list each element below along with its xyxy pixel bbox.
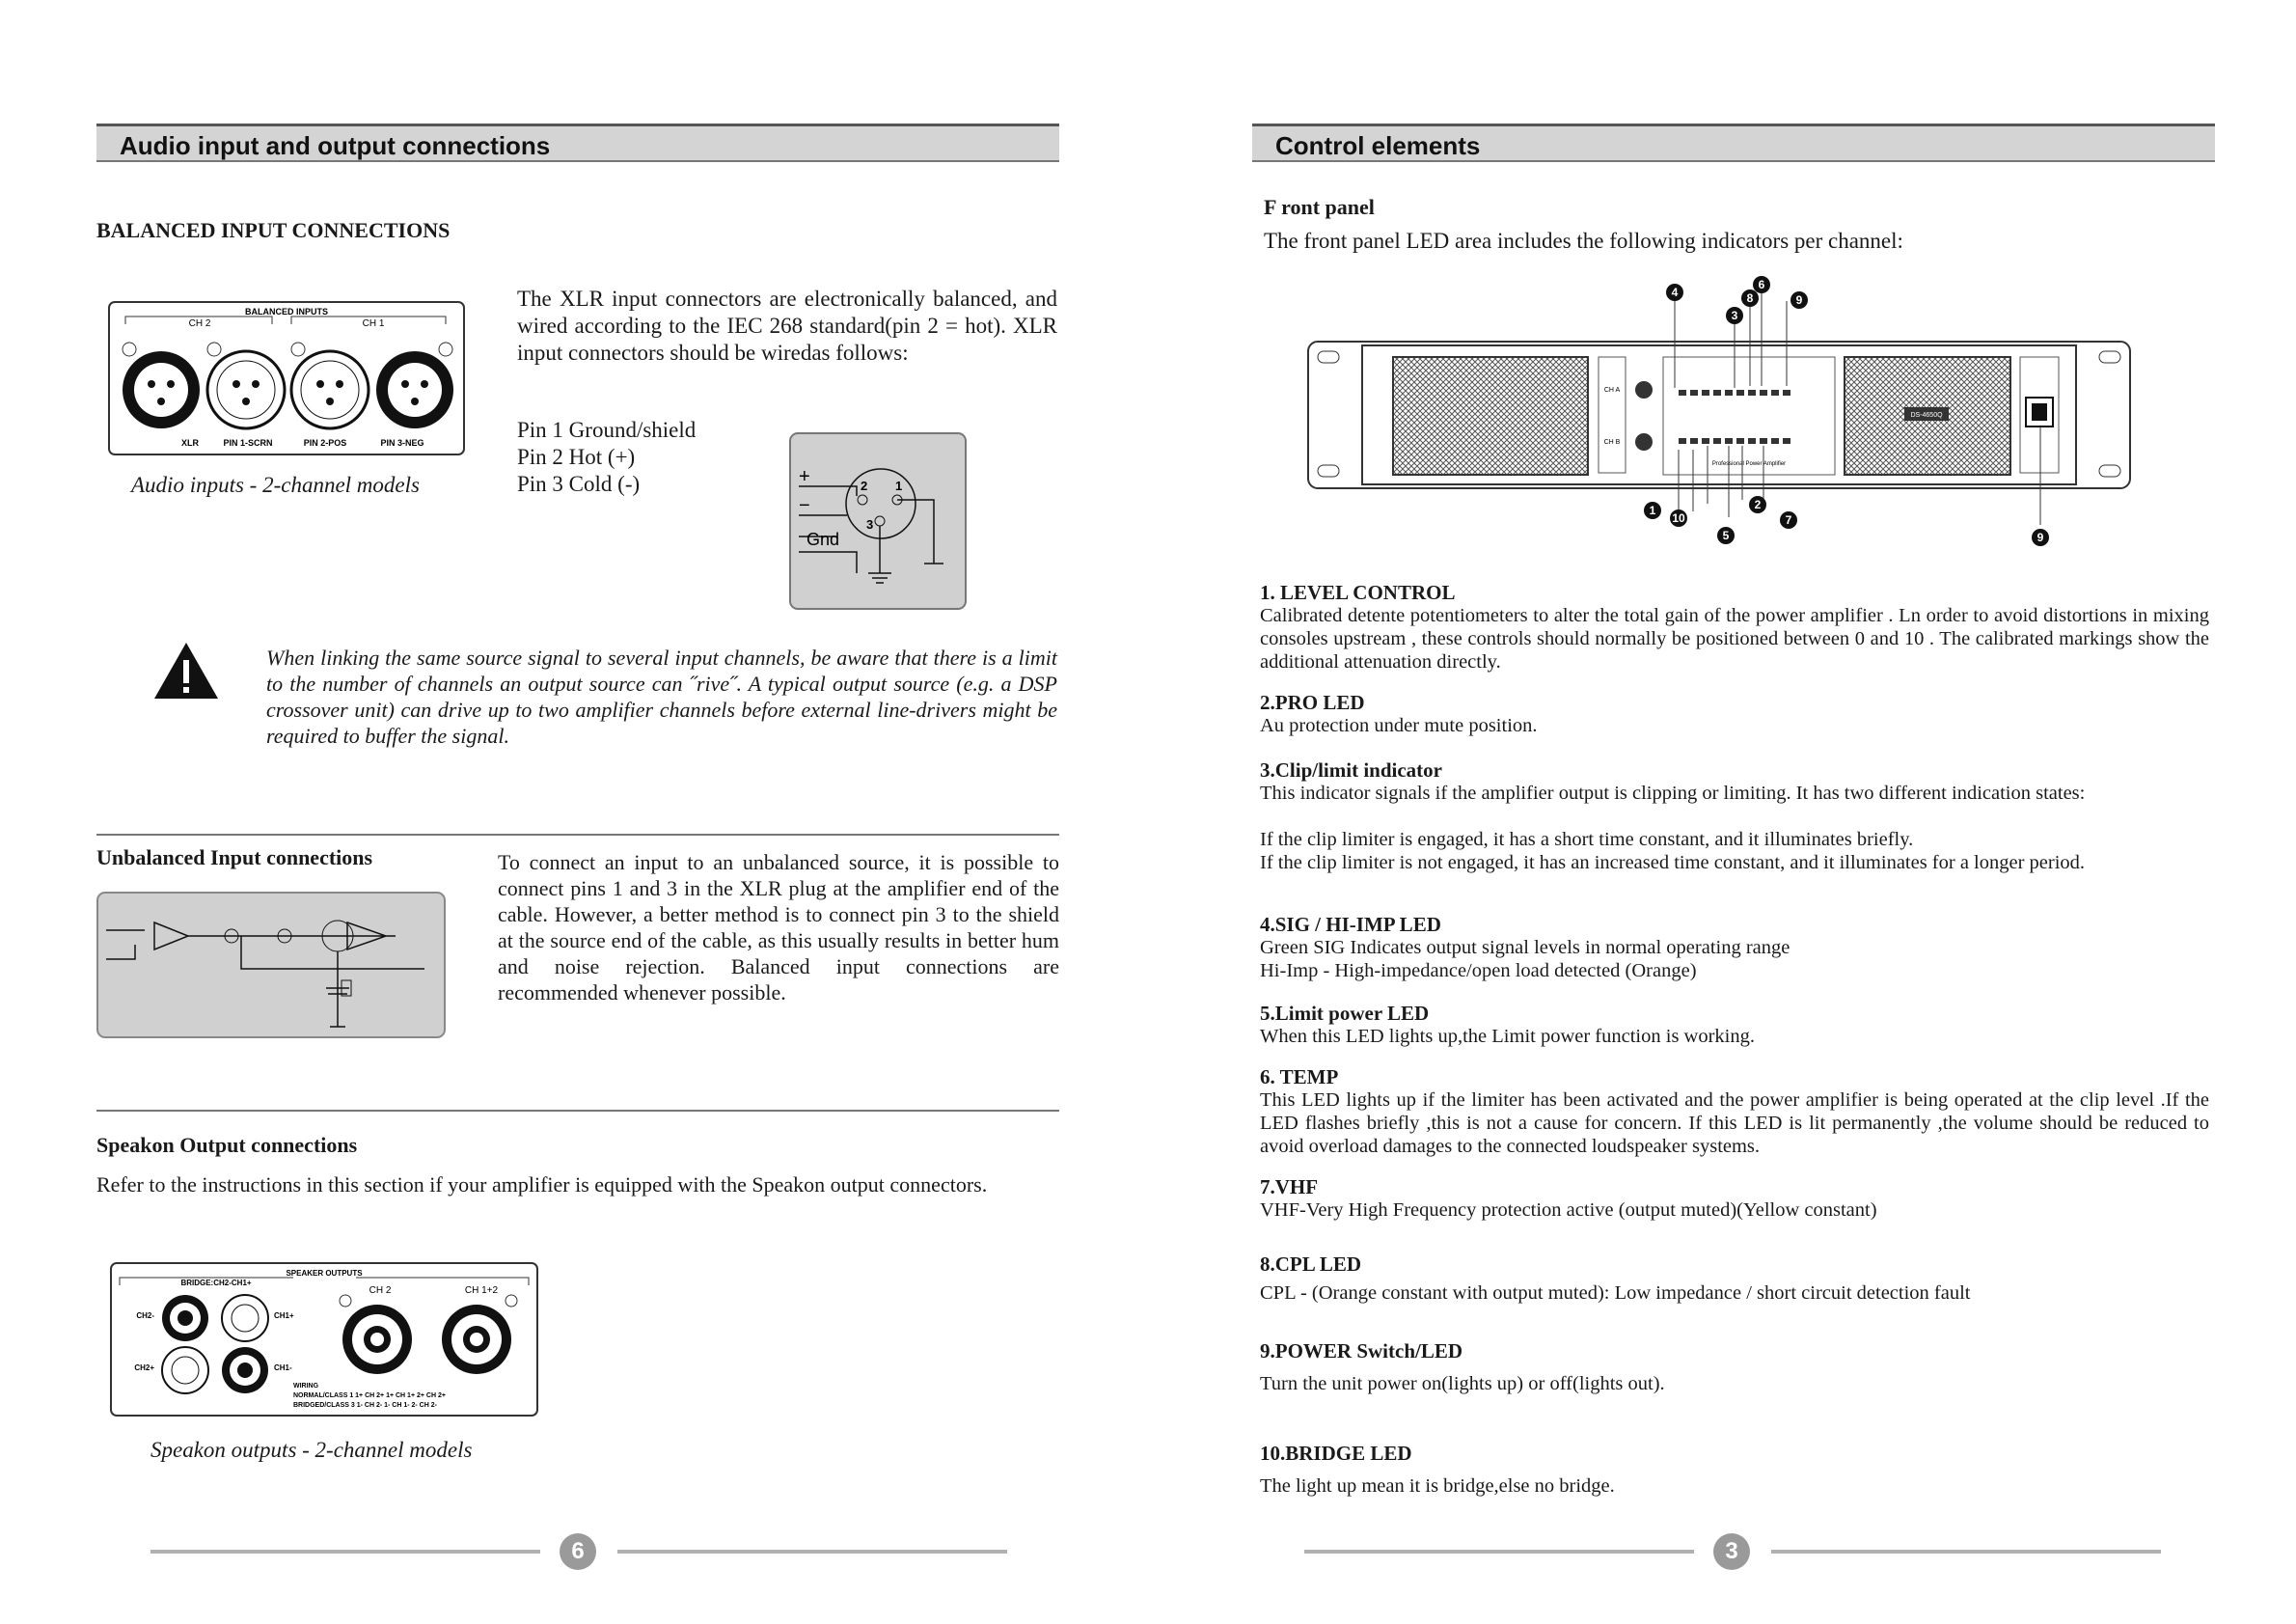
pin-3: Pin 3 Cold (-) [517, 472, 641, 496]
speakon-text: Refer to the instructions in this section if your amplifier is equipped with the Speakon output connectors. [96, 1172, 988, 1197]
item-4-title: 4.SIG / HI-IMP LED [1260, 913, 1441, 936]
speakon-title: Speakon Output connections [96, 1133, 358, 1157]
panel-title: BALANCED INPUTS [244, 307, 329, 317]
page-number-left: 6 [560, 1533, 596, 1570]
svg-text:CH 1+2: CH 1+2 [464, 1285, 499, 1296]
item-10-title: 10.BRIDGE LED [1260, 1442, 1412, 1465]
svg-text:CH B: CH B [1603, 439, 1621, 446]
item-7-text: VHF-Very High Frequency protection active (output muted)(Yellow constant) [1260, 1199, 1877, 1221]
pin-list [517, 417, 696, 498]
svg-text:CH2-: CH2- [136, 1311, 154, 1320]
svg-text:2: 2 [861, 479, 868, 493]
xlr-wiring-diagram [789, 432, 967, 610]
divider-2 [96, 1110, 1059, 1112]
page-rule-right-a [1304, 1550, 1694, 1554]
svg-text:PIN 2-POS: PIN 2-POS [303, 438, 347, 448]
callout-10: 10 [1670, 509, 1687, 527]
svg-text:1: 1 [895, 479, 903, 493]
front-panel-diagram [1304, 272, 2134, 558]
svg-text:Gnd: Gnd [806, 530, 840, 549]
unbalanced-title: Unbalanced Input connections [96, 845, 373, 869]
warning-text: When linking the same source signal to several input channels, be aware that there is a limit to the number of channels an output source can ˝rive˝. A typical output source (e.g. a DSP crossover unit) can drive up to two amplifier channels before external line-drivers might be required to buffer the signal. [266, 646, 1057, 748]
svg-text:BRIDGED/CLASS 3 1- CH 2- 1-: BRIDGED/CLASS 3 1- CH 2- 1- CH 1- 2- CH 2- [293, 1402, 437, 1409]
divider-1 [96, 834, 1059, 836]
callout-7: 7 [1780, 511, 1797, 529]
callout-8: 8 [1741, 289, 1759, 307]
svg-text:Professional Power Amplifier: Professional Power Amplifier [1711, 461, 1787, 467]
item-9-title: 9.POWER Switch/LED [1260, 1339, 1463, 1363]
callout-9-bottom: 9 [2032, 529, 2049, 546]
item-1-text: Calibrated detente potentiometers to alter the total gain of the power amplifier . Ln order to avoid distortions in mixing consoles upstream , these controls should normally be positioned between 0 and 10 . The calibrated markings show the additional attenuation directly. [1260, 605, 2209, 673]
item-6-text: This LED lights up if the limiter has been activated and the power amplifier is being operated at the clip level .If the LED flashes briefly ,this is not a cause for concern. If this LED is lit permanently ,the volume should be reduced to avoid overload damages to the connected loudspeaker systems. [1260, 1089, 2209, 1157]
item-2-title: 2.PRO LED [1260, 691, 1365, 714]
warning-triangle-icon [152, 641, 220, 701]
item-9-text: Turn the unit power on(lights up) or off(lights out). [1260, 1373, 1665, 1394]
callout-4: 4 [1666, 284, 1683, 301]
right-section-header: Control elements [1252, 124, 2215, 162]
item-1-title: 1. LEVEL CONTROL [1260, 581, 1456, 604]
svg-text:CH1-: CH1- [274, 1363, 292, 1372]
balanced-description: The XLR input connectors are electronically balanced, and wired according to the IEC 268 standard(pin 2 = hot). XLR input connectors should be wiredas follows: [517, 287, 1057, 365]
item-3-text-3: If the clip limiter is not engaged, it has an increased time constant, and it illuminates for a longer period. [1260, 852, 2086, 873]
callout-1: 1 [1644, 502, 1661, 519]
svg-text:NORMAL/CLASS 1 1+ CH 2+ 1+ C: NORMAL/CLASS 1 1+ CH 2+ 1+ CH 1+ 2+ CH 2+ [293, 1392, 446, 1399]
callout-5: 5 [1717, 527, 1735, 544]
page-rule-right-b [1771, 1550, 2161, 1554]
left-section-header: Audio input and output connections [96, 124, 1059, 162]
svg-text:CH 2: CH 2 [188, 318, 211, 329]
pin-2: Pin 2 Hot (+) [517, 445, 636, 469]
item-3-title: 3.Clip/limit indicator [1260, 758, 1442, 782]
callout-3: 3 [1726, 307, 1743, 324]
item-3-text-2: If the clip limiter is engaged, it has a short time constant, and it illuminates briefly. [1260, 829, 1914, 850]
item-6-title: 6. TEMP [1260, 1065, 1339, 1088]
front-panel-title: F ront panel [1264, 195, 1375, 219]
svg-text:PIN 3-NEG: PIN 3-NEG [380, 438, 424, 448]
unbalanced-diagram [96, 892, 446, 1038]
svg-text:+: + [799, 466, 810, 487]
item-4-text-2: Hi-Imp - High-impedance/open load detected (Orange) [1260, 960, 1697, 981]
balanced-inputs-panel [108, 301, 465, 455]
page-rule-left-a [150, 1550, 540, 1554]
item-2-text: Au protection under mute position. [1260, 715, 1538, 736]
svg-text:CH 2: CH 2 [369, 1285, 392, 1296]
svg-text:CH 1: CH 1 [362, 318, 385, 329]
item-8-text: CPL - (Orange constant with output muted): Low impedance / short circuit detection fault [1260, 1282, 1971, 1304]
svg-text:SPEAKER OUTPUTS: SPEAKER OUTPUTS [286, 1269, 363, 1278]
page-rule-left-b [617, 1550, 1007, 1554]
svg-text:CH2+: CH2+ [134, 1363, 154, 1372]
svg-text:DS-4650Q: DS-4650Q [1910, 412, 1943, 419]
svg-text:−: − [799, 495, 810, 516]
svg-text:BRIDGE:CH2-CH1+: BRIDGE:CH2-CH1+ [180, 1279, 252, 1287]
svg-text:XLR: XLR [181, 438, 199, 448]
item-3-text: This indicator signals if the amplifier output is clipping or limiting. It has two different indication states: [1260, 783, 2086, 804]
front-panel-intro: The front panel LED area includes the following indicators per channel: [1264, 229, 1903, 253]
item-10-text: The light up mean it is bridge,else no bridge. [1260, 1475, 1615, 1497]
svg-text:WIRING: WIRING [293, 1383, 319, 1390]
callout-6: 6 [1753, 276, 1770, 293]
item-5-title: 5.Limit power LED [1260, 1002, 1430, 1025]
balanced-title: BALANCED INPUT CONNECTIONS [96, 218, 451, 242]
svg-text:3: 3 [866, 517, 874, 532]
svg-text:CH A: CH A [1603, 387, 1621, 394]
pin-1: Pin 1 Ground/shield [517, 418, 697, 442]
speakon-caption: Speakon outputs - 2-channel models [150, 1438, 473, 1462]
balanced-caption: Audio inputs - 2-channel models [131, 473, 420, 497]
svg-text:PIN 1-SCRN: PIN 1-SCRN [223, 438, 273, 448]
item-8-title: 8.CPL LED [1260, 1252, 1362, 1276]
unbalanced-text: To connect an input to an unbalanced source, it is possible to connect pins 1 and 3 in the XLR plug at the amplifier end of the cable. However, a better method is to connect pin 3 to the shield at the source end of the cable, as this usually results in better hum and noise rejection. Balanced input connections are recommended whenever possible. [498, 850, 1059, 1005]
item-5-text: When this LED lights up,the Limit power function is working. [1260, 1026, 1756, 1047]
item-7-title: 7.VHF [1260, 1175, 1319, 1198]
callout-2: 2 [1749, 496, 1766, 513]
page-number-right: 3 [1713, 1533, 1750, 1570]
svg-text:CH1+: CH1+ [274, 1311, 294, 1320]
callout-9-top: 9 [1790, 291, 1808, 309]
item-4-text: Green SIG Indicates output signal levels in normal operating range [1260, 937, 1790, 958]
speakon-outputs-panel [110, 1262, 538, 1417]
